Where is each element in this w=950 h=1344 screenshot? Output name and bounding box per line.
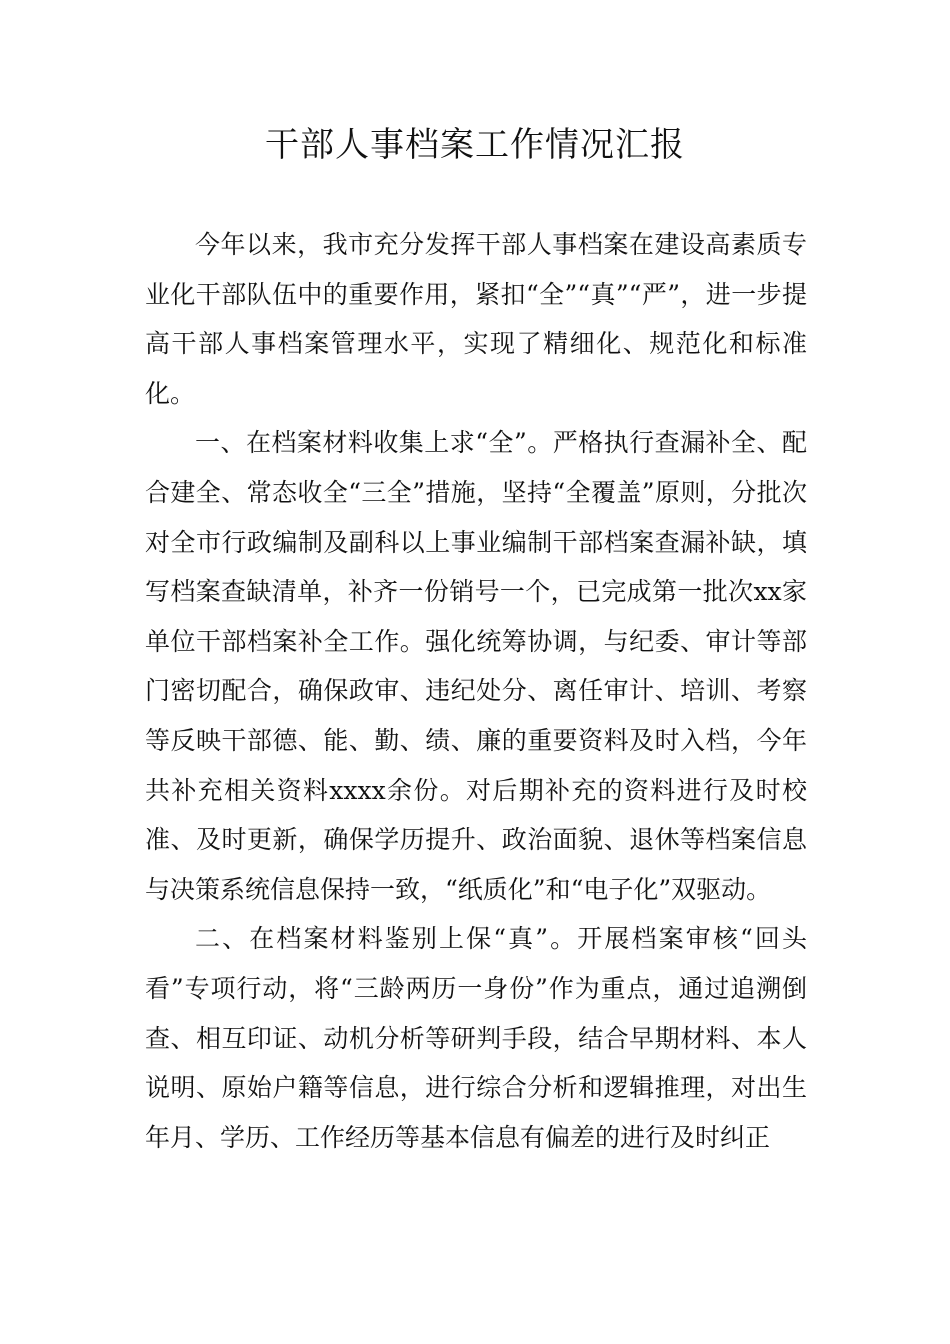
section-one-paragraph: 一、在档案材料收集上求“全”。严格执行查漏补全、配合建全、常态收全“三全”措施，坚持“全覆盖”原则，分批次对全市行政编制及副科以上事业编制干部档案查漏补缺，填写档案查缺清单，补齐一份销号一个，已完成第一批次xx家单位干部档案补全工作。强化统筹协调，与纪委、审计等部门密切配合，确保政审、违纪处分、离任审计、培训、考察等反映干部德、能、勤、绩、廉的重要资料及时入档，今年共补充相关资料xxxx余份。对后期补充的资料进行及时校准、及时更新，确保学历提升、政治面貌、退休等档案信息与决策系统信息保持一致，“纸质化”和“电子化”双驱动。 bbox=[145, 428, 807, 904]
section-two-paragraph: 二、在档案材料鉴别上保“真”。开展档案审核“回头看”专项行动，将“三龄两历一身份”作为重点，通过追溯倒查、相互印证、动机分析等研判手段，结合早期材料、本人说明、原始户籍等信息，进行综合分析和逻辑推理，对出生年月、学历、工作经历等基本信息有偏差的进行及时纠正 bbox=[145, 924, 807, 1152]
intro-paragraph: 今年以来，我市充分发挥干部人事档案在建设高素质专业化干部队伍中的重要作用，紧扣“全”“真”“严”，进一步提高干部人事档案管理水平，实现了精细化、规范化和标准化。 bbox=[145, 230, 807, 408]
document-title: 干部人事档案工作情况汇报 bbox=[265, 125, 685, 165]
document-body bbox=[145, 220, 807, 1162]
